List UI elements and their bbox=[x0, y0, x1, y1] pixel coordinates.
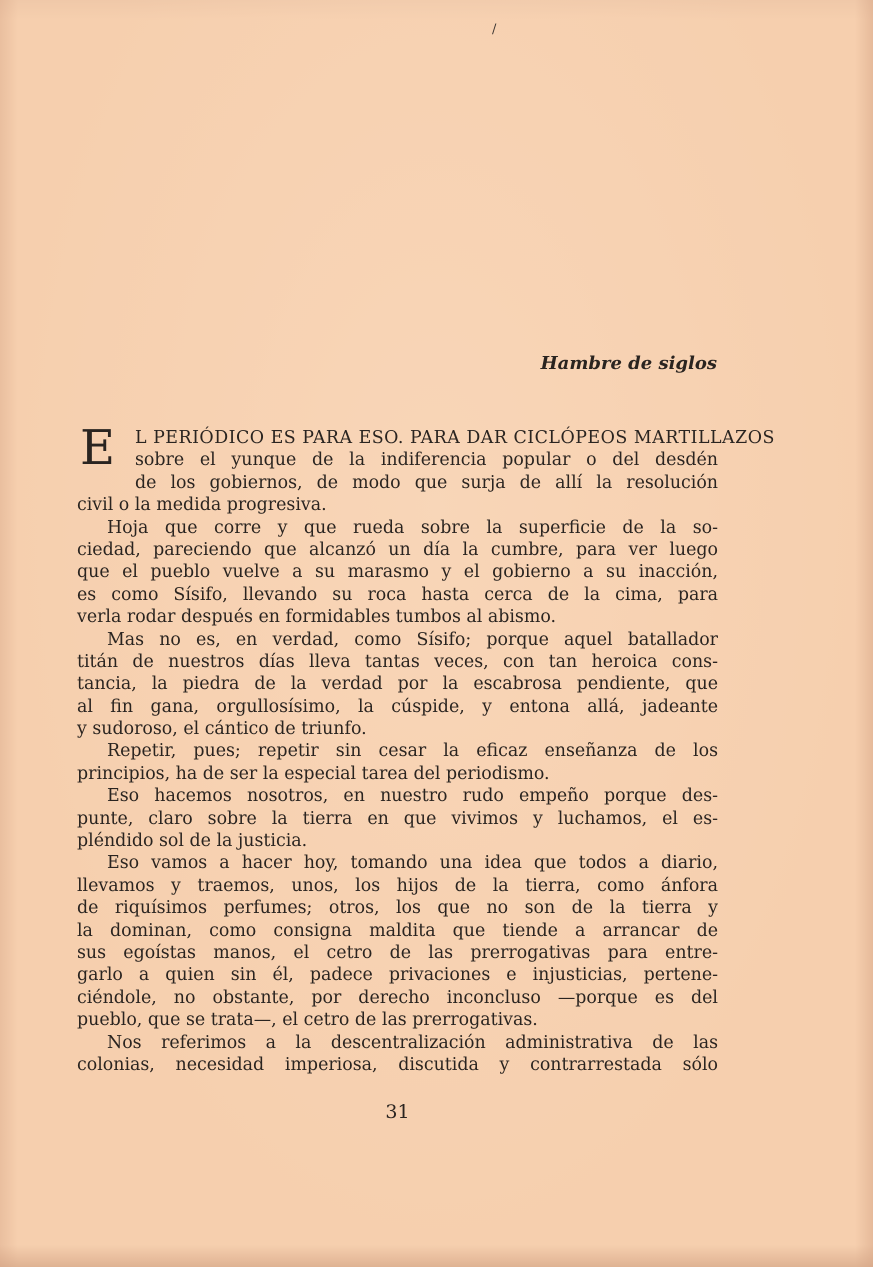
text-line-4: civil o la medida progresiva. bbox=[77, 495, 327, 516]
page-number: 31 bbox=[385, 1101, 410, 1123]
text-line-28: Nos referimos a la descentralización administrativa de las bbox=[107, 1032, 718, 1053]
text-line-15: Repetir, pues; repetir sin cesar la eficaz enseñanza de los bbox=[107, 741, 718, 762]
text-line-17: Eso hacemos nosotros, en nuestro rudo empeño porque des- bbox=[107, 786, 718, 807]
text-line-11: titán de nuestros días lleva tantas veces, con tan heroica cons- bbox=[77, 651, 718, 672]
text-line-29: colonias, necesidad imperiosa, discutida y contrarrestada sólo bbox=[77, 1054, 718, 1075]
text-line-26: ciéndole, no obstante, por derecho inconcluso —porque es del bbox=[77, 987, 718, 1008]
text-line-12: tancia, la piedra de la verdad por la escabrosa pendiente, que bbox=[77, 674, 718, 695]
chapter-heading: Hambre de siglos bbox=[540, 353, 717, 374]
text-line-3: de los gobiernos, de modo que surja de allí la resolución bbox=[135, 472, 718, 493]
text-line-1: L PERIÓDICO ES PARA ESO. PARA DAR CICLÓPEOS MARTILLAZOS bbox=[135, 428, 775, 448]
text-line-24: sus egoístas manos, el cetro de las prerrogativas para entre- bbox=[77, 942, 718, 963]
text-line-21: llevamos y traemos, unos, los hijos de la tierra, como ánfora bbox=[77, 875, 718, 896]
text-line-2: sobre el yunque de la indiferencia popular o del desdén bbox=[135, 450, 718, 471]
text-line-7: que el pueblo vuelve a su marasmo y el gobierno a su inacción, bbox=[77, 562, 718, 583]
text-line-5: Hoja que corre y que rueda sobre la superficie de la so- bbox=[107, 517, 718, 538]
text-line-14: y sudoroso, el cántico de triunfo. bbox=[77, 719, 367, 740]
text-line-6: ciedad, pareciendo que alcanzó un día la cumbre, para ver luego bbox=[77, 539, 718, 560]
text-line-18: punte, claro sobre la tierra en que vivimos y luchamos, el es- bbox=[77, 808, 718, 829]
text-line-8: es como Sísifo, llevando su roca hasta cerca de la cima, para bbox=[77, 584, 718, 605]
drop-cap: E bbox=[80, 420, 116, 476]
text-line-20: Eso vamos a hacer hoy, tomando una idea que todos a diario, bbox=[107, 853, 718, 874]
text-line-13: al fin gana, orgullosísimo, la cúspide, y entona allá, jadeante bbox=[77, 696, 718, 717]
text-line-16: principios, ha de ser la especial tarea del periodismo. bbox=[77, 763, 550, 784]
text-line-9: verla rodar después en formidables tumbos al abismo. bbox=[77, 607, 557, 628]
text-line-25: garlo a quien sin él, padece privaciones e injusticias, pertene- bbox=[77, 965, 718, 986]
text-line-10: Mas no es, en verdad, como Sísifo; porque aquel batallador bbox=[107, 629, 718, 650]
body-text bbox=[77, 427, 775, 1076]
text-line-23: la dominan, como consigna maldita que tiende a arrancar de bbox=[77, 920, 718, 941]
text-line-27: pueblo, que se trata—, el cetro de las prerrogativas. bbox=[77, 1010, 538, 1031]
text-line-22: de riquísimos perfumes; otros, los que no son de la tierra y bbox=[77, 898, 718, 919]
text-line-19: pléndido sol de la justicia. bbox=[77, 831, 308, 852]
top-mark: / bbox=[492, 22, 497, 37]
